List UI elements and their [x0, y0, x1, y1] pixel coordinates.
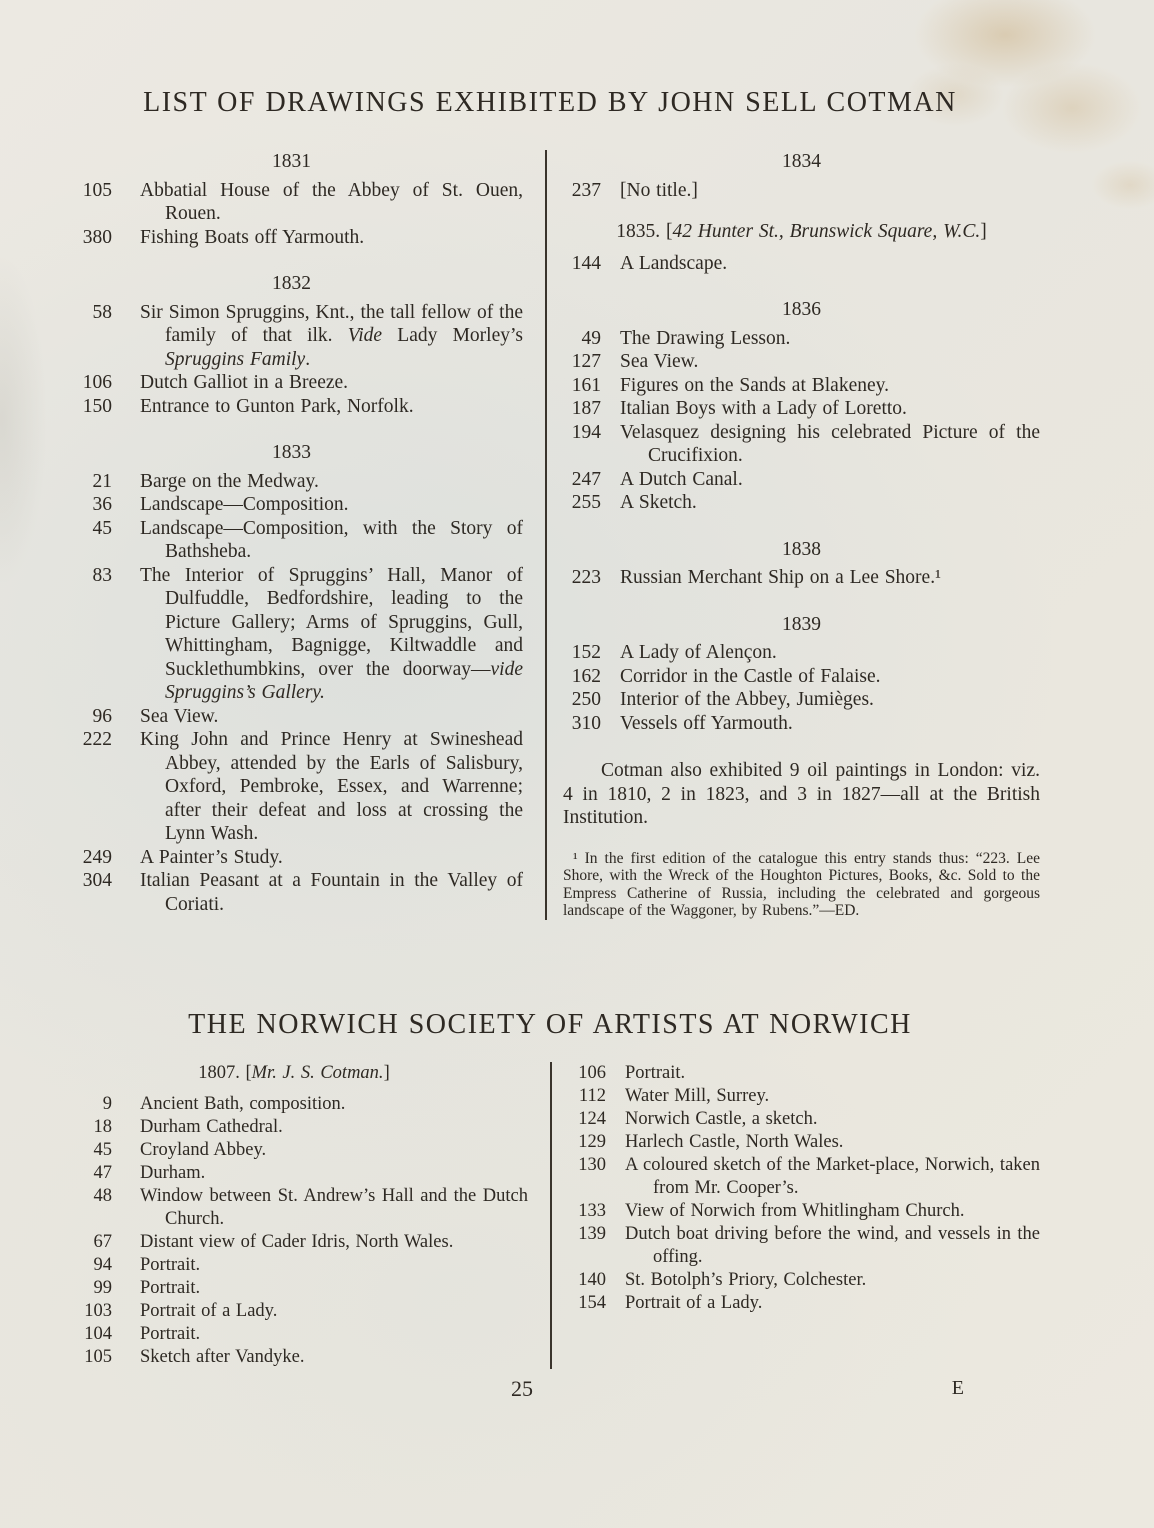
catalogue-entry: [563, 327, 1040, 351]
entry-number: 127: [571, 351, 601, 372]
entry-title: Sketch after Vandyke.: [140, 1346, 305, 1367]
entry-number: 255: [571, 492, 601, 513]
entry-number: 45: [92, 517, 112, 539]
catalogue-entry: [568, 1200, 1040, 1223]
entry-number: 99: [93, 1277, 112, 1298]
entry-number: 103: [84, 1300, 112, 1321]
catalogue-entry: [60, 1231, 528, 1254]
entry-number: 47: [93, 1162, 112, 1183]
entry-number: 83: [92, 564, 112, 586]
entry-title: A Landscape.: [620, 252, 728, 274]
entry-title: Harlech Castle, North Wales.: [625, 1131, 844, 1152]
norwich-list-section: [60, 1062, 1040, 1369]
entry-title: Portrait of a Lady.: [140, 1300, 278, 1321]
entry-number: 94: [93, 1254, 112, 1275]
entry-number: 247: [571, 468, 601, 490]
catalogue-entry: [568, 1062, 1040, 1085]
entry-title: Dutch boat driving before the wind, and vessels in the offing.: [625, 1223, 1040, 1267]
entry-title: Croyland Abbey.: [140, 1139, 267, 1160]
catalogue-entry: [563, 397, 1040, 421]
entry-title: St. Botolph’s Priory, Colchester.: [625, 1269, 867, 1290]
entry-title: Durham.: [140, 1162, 206, 1183]
entry-title: Portrait.: [140, 1277, 201, 1298]
entry-title: Landscape—Composition, with the Story of Bathsheba.: [140, 517, 523, 562]
entry-title: Window between St. Andrew’s Hall and the Dutch Church.: [140, 1185, 528, 1229]
entry-title: Abbatial House of the Abbey of St. Ouen, Rouen.: [140, 179, 523, 224]
entry-number: 45: [93, 1139, 112, 1160]
entry-title: Entrance to Gunton Park, Norfolk.: [140, 395, 414, 417]
entry-number: 36: [92, 494, 112, 515]
entry-number: 129: [578, 1131, 606, 1152]
year-heading: 1831: [272, 151, 311, 172]
year-heading: 1836: [782, 299, 821, 320]
norwich-left-column: [60, 1062, 552, 1369]
entry-number: 144: [571, 252, 601, 274]
catalogue-entry: [60, 1323, 528, 1346]
catalogue-entry: [568, 1108, 1040, 1131]
entry-title: Dutch Galliot in a Breeze.: [140, 372, 349, 393]
entry-number: 104: [84, 1323, 112, 1344]
closing-note: Cotman also exhibited 9 oil paintings in London: viz. 4 in 1810, 2 in 1823, and 3 in 1827—all at the British Institution.: [563, 760, 1040, 828]
catalogue-entry: [60, 728, 523, 846]
catalogue-entry: [563, 350, 1040, 374]
catalogue-entry: [60, 1346, 528, 1369]
entry-number: 150: [82, 395, 112, 417]
entry-number: 18: [93, 1116, 112, 1137]
catalogue-entry: [60, 517, 523, 564]
entry-title: Norwich Castle, a sketch.: [625, 1108, 818, 1129]
catalogue-entry: [563, 566, 1040, 590]
entry-title: Sir Simon Spruggins, Knt., the tall fellow of the family of that ilk. Vide Lady Morley’s Spruggins Family.: [140, 301, 523, 370]
entry-title: Figures on the Sands at Blakeney.: [620, 374, 889, 396]
catalogue-entry: [60, 1116, 528, 1139]
catalogue-entry: [563, 641, 1040, 665]
entry-number: 105: [82, 179, 112, 201]
signature-mark: E: [951, 1376, 964, 1399]
entry-number: 133: [578, 1200, 606, 1221]
entry-title: Sea View.: [140, 705, 219, 727]
catalogue-entry: [60, 1139, 528, 1162]
entry-title: Vessels off Yarmouth.: [620, 712, 793, 734]
year-address-heading: 1807. [Mr. J. S. Cotman.]: [198, 1062, 390, 1083]
catalogue-entry: [563, 179, 1040, 203]
entry-number: 161: [571, 374, 601, 396]
catalogue-entry: [568, 1269, 1040, 1292]
year-heading: 1834: [782, 151, 821, 172]
catalogue-entry: [563, 665, 1040, 689]
catalogue-entry: [60, 179, 523, 226]
entry-title: A Lady of Alençon.: [620, 642, 777, 663]
entry-number: 237: [571, 179, 601, 201]
page-title: LIST OF DRAWINGS EXHIBITED BY JOHN SELL COTMAN: [143, 87, 957, 118]
entry-number: 187: [571, 398, 601, 419]
entry-title: Water Mill, Surrey.: [625, 1085, 770, 1106]
norwich-section-title: THE NORWICH SOCIETY OF ARTISTS AT NORWICH: [188, 1008, 912, 1040]
entry-title: Ancient Bath, composition.: [140, 1093, 346, 1114]
entry-title: King John and Prince Henry at Swineshead Abbey, attended by the Earls of Salisbury, Oxford, Pembroke, Essex, and Warrenne; after their defeat and loss at crossing the Lynn Wash.: [140, 729, 523, 844]
catalogue-entry: [60, 493, 523, 517]
entry-title: The Interior of Spruggins’ Hall, Manor of Dulfuddle, Bedfordshire, leading to the Picture Gallery; Arms of Spruggins, Gull, Whittingham, Bagnigge, Kiltwaddle and Sucklethumbkins, over the doorway—vide Spruggins’s Gallery.: [140, 564, 523, 703]
entry-title: A Dutch Canal.: [620, 468, 743, 490]
catalogue-entry: [568, 1292, 1040, 1315]
catalogue-entry: [568, 1223, 1040, 1269]
cotman-list-section: [60, 150, 1040, 920]
entry-title: Durham Cathedral.: [140, 1116, 283, 1137]
entry-number: 152: [571, 642, 601, 663]
catalogue-entry: [60, 705, 523, 729]
catalogue-entry: [60, 564, 523, 705]
entry-title: Sea View.: [620, 351, 699, 372]
entry-number: 380: [82, 226, 112, 248]
entry-title: Italian Peasant at a Fountain in the Valley of Coriati.: [140, 870, 523, 915]
catalogue-entry: [563, 712, 1040, 736]
catalogue-entry: [60, 301, 523, 372]
catalogue-entry: [60, 1254, 528, 1277]
catalogue-entry: [563, 491, 1040, 515]
year-heading: 1839: [782, 613, 821, 635]
catalogue-entry: [568, 1085, 1040, 1108]
entry-title: Distant view of Cader Idris, North Wales.: [140, 1231, 454, 1252]
entry-title: A coloured sketch of the Market-place, Norwich, taken from Mr. Cooper’s.: [625, 1154, 1040, 1198]
entry-number: 310: [571, 712, 601, 734]
entry-title: Russian Merchant Ship on a Lee Shore.¹: [620, 567, 941, 588]
entry-title: Fishing Boats off Yarmouth.: [140, 226, 365, 248]
entry-number: 139: [578, 1223, 606, 1244]
catalogue-entry: [60, 1277, 528, 1300]
catalogue-entry: [563, 252, 1040, 276]
entry-title: Italian Boys with a Lady of Loretto.: [620, 398, 907, 419]
catalogue-entry: [563, 468, 1040, 492]
catalogue-entry: [60, 371, 523, 395]
entry-number: 223: [571, 567, 601, 588]
catalogue-entry: [60, 1185, 528, 1231]
entry-title: Velasquez designing his celebrated Picture of the Crucifixion.: [620, 421, 1040, 466]
entry-number: 67: [93, 1231, 112, 1252]
catalogue-entry: [60, 395, 523, 419]
catalogue-entry: [563, 374, 1040, 398]
entry-title: Interior of the Abbey, Jumièges.: [620, 689, 874, 710]
entry-number: 105: [84, 1346, 112, 1367]
entry-number: 140: [578, 1269, 606, 1290]
catalogue-entry: [60, 1162, 528, 1185]
page-number: 25: [511, 1375, 533, 1401]
entry-title: Portrait.: [140, 1254, 201, 1275]
catalogue-entry: [563, 421, 1040, 468]
entry-number: 48: [93, 1185, 112, 1206]
entry-number: 154: [578, 1292, 606, 1313]
catalogue-entry: [60, 470, 523, 494]
year-address-heading: 1835. [42 Hunter St., Brunswick Square, W.C.]: [616, 221, 987, 242]
cotman-right-column: [547, 150, 1040, 920]
entry-number: 58: [92, 301, 112, 323]
entry-number: 250: [571, 689, 601, 710]
catalogue-entry: [60, 226, 523, 250]
footnote: ¹ In the first edition of the catalogue this entry stands thus: “223. Lee Shore, with the Wreck of the Houghton Pictures, Books, &c. Sold to the Empress Catherine of Russia, including the celebrated and gorgeous landscape of the Waggoner, by Rubens.”—ED.: [563, 849, 1040, 919]
year-heading: 1838: [782, 538, 821, 560]
catalogue-entry: [60, 846, 523, 870]
entry-title: View of Norwich from Whitlingham Church.: [625, 1200, 965, 1221]
entry-number: 96: [92, 705, 112, 727]
entry-number: 106: [82, 372, 112, 393]
entry-title: Barge on the Medway.: [140, 470, 319, 492]
entry-number: 130: [578, 1154, 606, 1175]
entry-title: Portrait.: [140, 1323, 201, 1344]
catalogue-entry: [568, 1154, 1040, 1200]
catalogue-entry: [563, 688, 1040, 712]
entry-title: A Sketch.: [620, 492, 697, 513]
entry-title: Portrait of a Lady.: [625, 1292, 763, 1313]
catalogue-entry: [60, 1300, 528, 1323]
entry-number: 21: [92, 470, 112, 492]
entry-number: 106: [578, 1062, 606, 1083]
entry-number: 124: [578, 1108, 606, 1129]
catalogue-entry: [60, 869, 523, 916]
entry-number: 49: [581, 327, 601, 349]
entry-title: Landscape—Composition.: [140, 494, 349, 515]
entry-title: [No title.]: [620, 179, 698, 201]
catalogue-entry: [60, 1093, 528, 1116]
page-footer: [60, 1377, 1040, 1417]
catalogue-entry: [568, 1131, 1040, 1154]
year-heading: 1832: [272, 273, 311, 294]
entry-number: 194: [571, 421, 601, 443]
entry-number: 112: [578, 1085, 606, 1106]
entry-number: 162: [571, 665, 601, 687]
entry-title: The Drawing Lesson.: [620, 327, 791, 349]
entry-title: Portrait.: [625, 1062, 686, 1083]
entry-number: 249: [82, 846, 112, 868]
cotman-left-column: [60, 150, 547, 920]
norwich-right-column: [552, 1062, 1040, 1369]
entry-title: Corridor in the Castle of Falaise.: [620, 665, 881, 687]
year-heading: 1833: [272, 442, 311, 463]
entry-number: 9: [102, 1093, 112, 1114]
entry-number: 304: [82, 870, 112, 891]
entry-number: 222: [82, 729, 112, 750]
entry-title: A Painter’s Study.: [140, 846, 283, 868]
